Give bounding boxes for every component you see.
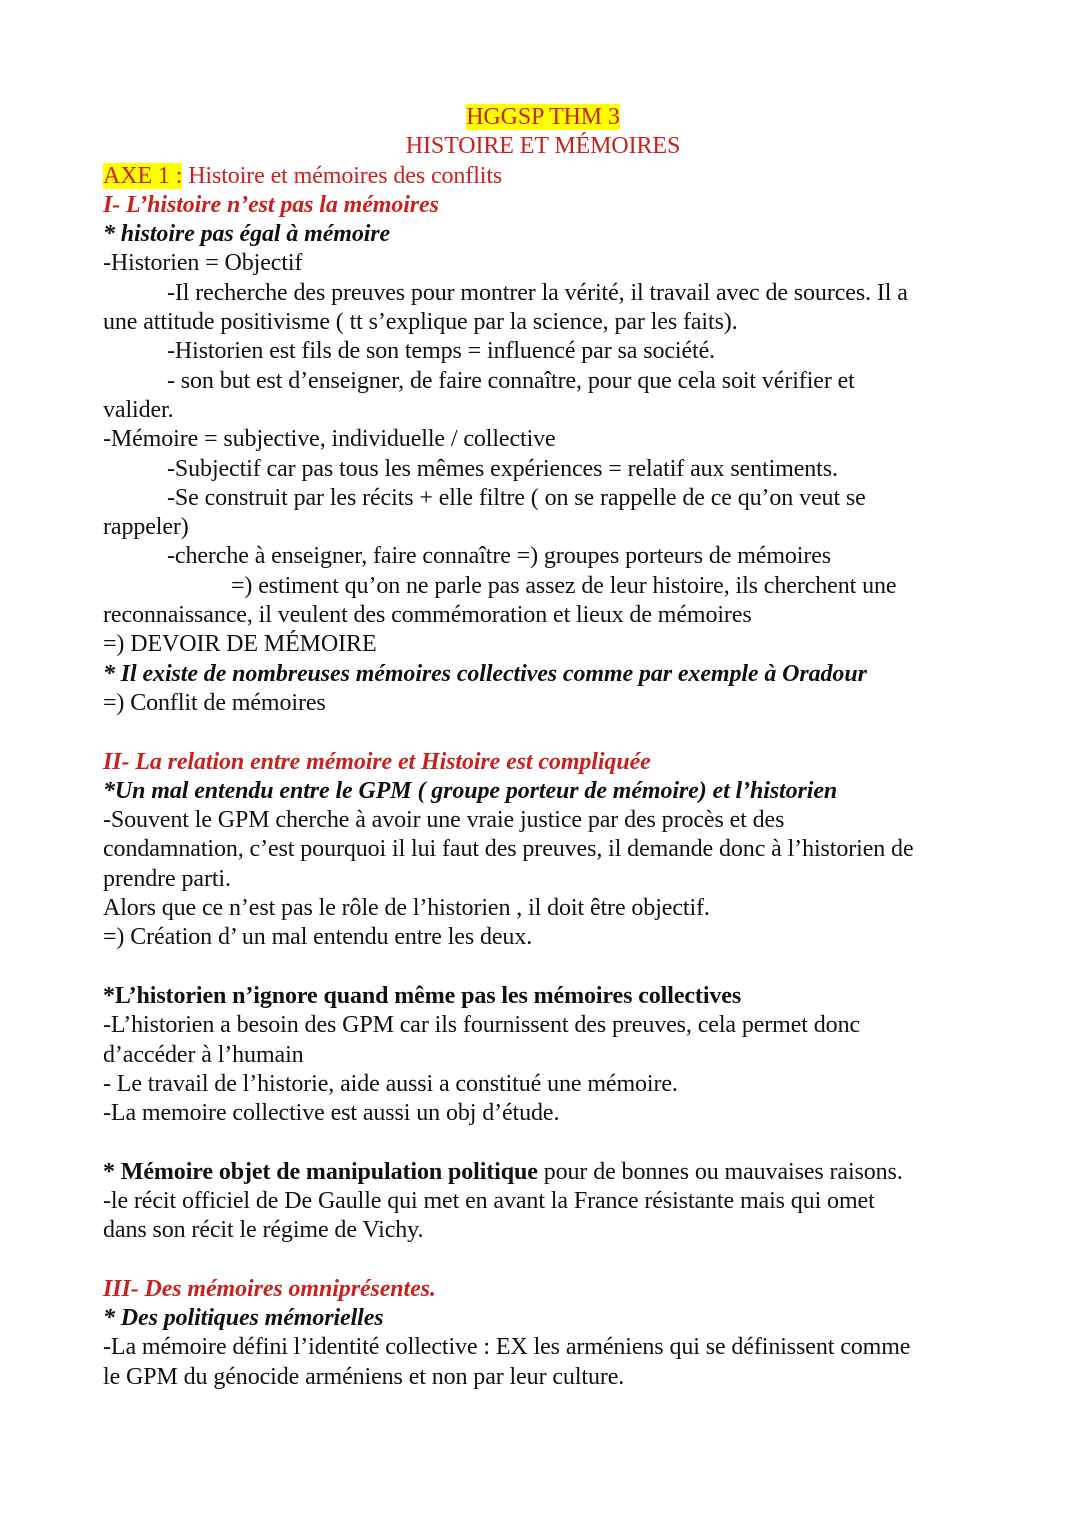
axis-heading <box>103 162 983 191</box>
section-1-line: =) DEVOIR DE MÉMOIRE <box>103 631 377 658</box>
section-2-line: condamnation, c’est pourquoi il lui faut des preuves, il demande donc à l’historien de <box>103 836 914 863</box>
section-1-line: rappeler) <box>103 514 189 541</box>
section-1-line: -cherche à enseigner, faire connaître =) groupes porteurs de mémoires <box>167 543 832 570</box>
axis-title: Histoire et mémoires des conflits <box>182 162 503 189</box>
section-1-line: reconnaissance, il veulent des commémoration et lieux de mémoires <box>103 602 752 629</box>
section-2-line: d’accéder à l’humain <box>103 1041 304 1068</box>
section-2-line: =) Création d’ un mal entendu entre les deux. <box>103 924 533 951</box>
section-2-line: -La memoire collective est aussi un obj d’étude. <box>103 1100 560 1127</box>
section-2-line: - Le travail de l’historie, aide aussi a constitué une mémoire. <box>103 1070 678 1097</box>
section-1-line: =) estiment qu’on ne parle pas assez de leur histoire, ils cherchent une <box>231 572 897 599</box>
section-1-line: valider. <box>103 396 174 423</box>
section-1-line: une attitude positivisme ( tt s’explique par la science, par les faits). <box>103 309 738 336</box>
section-2-line: -L’historien a besoin des GPM car ils fournissent des preuves, cela permet donc <box>103 1012 861 1039</box>
section-3-heading: III- Des mémoires omniprésentes. <box>103 1275 436 1302</box>
section-1-line: -Se construit par les récits + elle filtre ( on se rappelle de ce qu’on veut se <box>167 484 866 511</box>
section-1-heading: I- L’histoire n’est pas la mémoires <box>103 191 439 218</box>
document-page <box>103 103 983 1392</box>
section-1-line: -Mémoire = subjective, individuelle / collective <box>103 426 556 453</box>
section-2-line: -le récit officiel de De Gaulle qui met en avant la France résistante mais qui omet <box>103 1187 875 1214</box>
section-1-line: -Historien est fils de son temps = influencé par sa société. <box>167 338 716 365</box>
blank-line <box>103 953 983 982</box>
section-2-subheading-2: *L’historien n’ignore quand même pas les mémoires collectives <box>103 982 742 1009</box>
section-2-subheading: *Un mal entendu entre le GPM ( groupe porteur de mémoire) et l’historien <box>103 777 838 804</box>
section-1-line: - son but est d’enseigner, de faire connaître, pour que cela soit vérifier et <box>167 367 855 394</box>
document-subtitle: HISTOIRE ET MÉMOIRES <box>405 133 681 160</box>
document-title-line <box>103 103 983 132</box>
section-2-heading: II- La relation entre mémoire et Histoire est compliquée <box>103 748 651 775</box>
section-2-subheading-3 <box>103 1158 983 1187</box>
section-2-line: Alors que ce n’est pas le rôle de l’historien , il doit être objectif. <box>103 895 710 922</box>
document-title: HGGSP THM 3 <box>466 104 620 130</box>
blank-line <box>103 718 983 747</box>
blank-line <box>103 1246 983 1275</box>
axis-label: AXE 1 : <box>103 162 183 189</box>
section-2-line: -Souvent le GPM cherche à avoir une vraie justice par des procès et des <box>103 807 785 834</box>
section-1-line: -Subjectif car pas tous les mêmes expériences = relatif aux sentiments. <box>167 455 838 482</box>
section-3-line: le GPM du génocide arméniens et non par leur culture. <box>103 1363 625 1390</box>
blank-line <box>103 1128 983 1157</box>
section-1-subheading-2: * Il existe de nombreuses mémoires collectives comme par exemple à Oradour <box>103 660 867 687</box>
section-1-line: -Historien = Objectif <box>103 250 303 277</box>
section-1-subheading: * histoire pas égal à mémoire <box>103 221 391 248</box>
section-2-line: dans son récit le régime de Vichy. <box>103 1217 424 1244</box>
section-1-conclusion: =) Conflit de mémoires <box>103 689 326 716</box>
section-3-line: -La mémoire défini l’identité collective : EX les arméniens qui se définissent comme <box>103 1334 911 1361</box>
section-1-line: -Il recherche des preuves pour montrer la vérité, il travail avec de sources. Il a <box>167 279 908 306</box>
section-2-line: prendre parti. <box>103 865 231 892</box>
section-2-subheading-3-bold: * Mémoire objet de manipulation politique <box>103 1158 538 1185</box>
section-3-subheading: * Des politiques mémorielles <box>103 1305 384 1332</box>
section-2-subheading-3-rest: pour de bonnes ou mauvaises raisons. <box>537 1158 903 1185</box>
